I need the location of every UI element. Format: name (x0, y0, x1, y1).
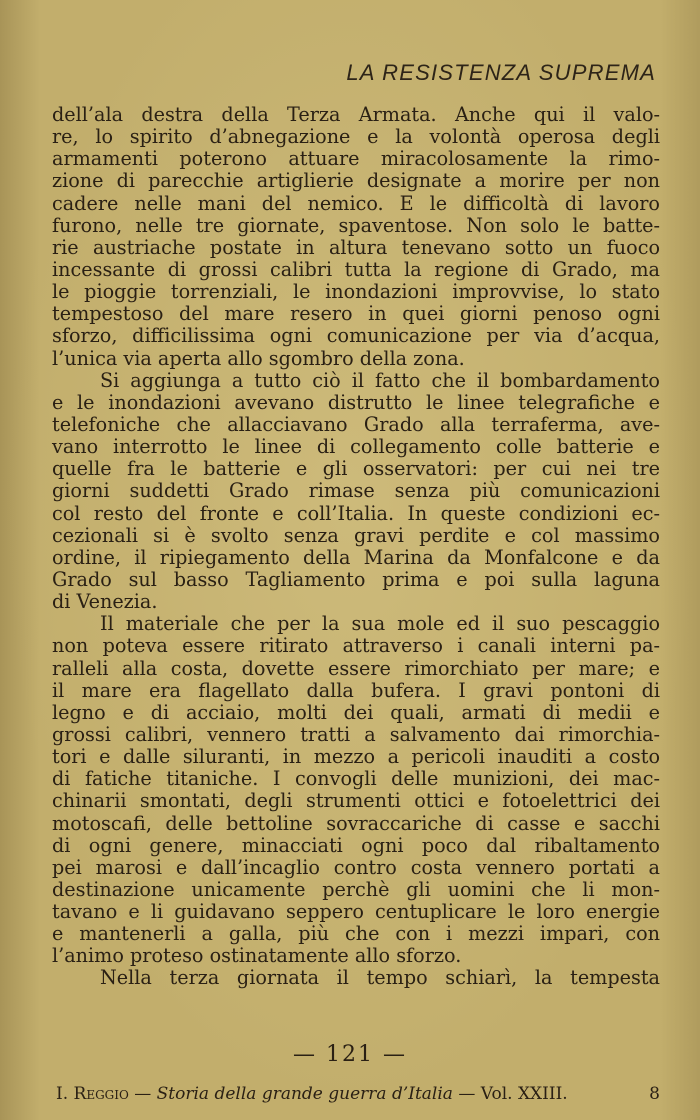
text-line: motoscafi, delle bettoline sovraccariche di casse e sacchi (52, 811, 660, 835)
running-header: LA RESISTENZA SUPREMA (346, 60, 656, 85)
text-line: furono, nelle tre giornate, spaventose. Non solo le batte- (52, 213, 660, 237)
text-line: rie austriache postate in altura tenevano sotto un fuoco (52, 235, 660, 259)
text-line-paragraph-end: l’unica via aperta allo sgombro della zona. (52, 346, 465, 370)
text-line: tavano e li guidavano seppero centuplicare le loro energie (52, 900, 660, 924)
footer-volume: Vol. XXIII. (480, 1084, 568, 1104)
footer-imprint (56, 1084, 660, 1104)
text-line-paragraph-start: Il materiale che per la sua mole ed il suo pescaggio (100, 612, 660, 636)
text-line: pei marosi e dall’incaglio contro costa vennero portati a (52, 855, 660, 879)
text-line: e mantenerli a galla, più che con i mezzi impari, con (52, 922, 660, 946)
text-line: incessante di grossi calibri tutta la regione di Grado, ma (52, 257, 660, 281)
text-line: di ogni genere, minacciati ogni poco dal ribaltamento (52, 833, 660, 857)
text-line: le pioggie torrenziali, le inondazioni improvvise, lo stato (52, 280, 660, 304)
text-line: re, lo spirito d’abnegazione e la volontà operosa degli (52, 125, 660, 149)
footer-separator: — (452, 1084, 481, 1104)
footer-author: I. Reggio (56, 1084, 129, 1104)
page-number: — 121 — (293, 1042, 407, 1067)
text-line: sforzo, difficilissima ogni comunicazione per via d’acqua, (52, 324, 660, 348)
text-line: tori e dalle siluranti, in mezzo a pericoli inauditi a costo (52, 745, 660, 769)
text-line: vano interrotto le linee di collegamento colle batterie e (52, 435, 660, 459)
text-line: telefoniche che allacciavano Grado alla terraferma, ave- (52, 412, 660, 436)
footer-book-title: Storia della grande guerra d’Italia (156, 1084, 453, 1104)
text-line: col resto del fronte e coll’Italia. In queste condizioni ec- (52, 501, 660, 525)
body-text (52, 104, 660, 990)
text-line: quelle fra le batterie e gli osservatori: per cui nei tre (52, 457, 660, 481)
text-line: non poteva essere ritirato attraverso i canali interni pa- (52, 634, 660, 658)
text-line: di fatiche titaniche. I convogli delle munizioni, dei mac- (52, 767, 660, 791)
text-line: cadere nelle mani del nemico. E le difficoltà di lavoro (52, 191, 660, 215)
text-line: dell’ala destra della Terza Armata. Anche qui il valo- (52, 103, 660, 126)
text-line: legno e di acciaio, molti dei quali, armati di medii e (52, 700, 660, 724)
text-line: destinazione unicamente perchè gli uomini che li mon- (52, 877, 660, 901)
text-line: grossi calibri, vennero tratti a salvamento dai rimorchia- (52, 722, 660, 746)
text-line: Grado sul basso Tagliamento prima e poi sulla laguna (52, 567, 660, 591)
text-line-paragraph-start: Si aggiunga a tutto ciò il fatto che il bombardamento (100, 368, 660, 392)
text-line-paragraph-start: Nella terza giornata il tempo schiarì, la tempesta (100, 966, 660, 990)
text-line: il mare era flagellato dalla bufera. I gravi pontoni di (52, 678, 660, 702)
text-line: chinarii smontati, degli strumenti ottici e fotoelettrici dei (52, 789, 660, 813)
text-line: e le inondazioni avevano distrutto le linee telegrafiche e (52, 390, 660, 414)
text-line: tempestoso del mare resero in quei giorni penoso ogni (52, 302, 660, 326)
text-line: ralleli alla costa, dovette essere rimorchiato per mare; e (52, 656, 660, 680)
text-line: armamenti poterono attuare miracolosamente la rimo- (52, 147, 660, 171)
footer-signature-mark: 8 (649, 1084, 660, 1104)
text-line: zione di parecchie artiglierie designate a morire per non (52, 169, 660, 193)
text-line-paragraph-end: di Venezia. (52, 590, 158, 614)
text-line: ordine, il ripiegamento della Marina da Monfalcone e da (52, 545, 660, 569)
text-line: giorni suddetti Grado rimase senza più comunicazioni (52, 479, 660, 503)
text-line: cezionali si è svolto senza gravi perdite e col massimo (52, 523, 660, 547)
footer-separator: — (128, 1084, 157, 1104)
text-line-paragraph-end: l’animo proteso ostinatamente allo sforzo. (52, 944, 462, 968)
